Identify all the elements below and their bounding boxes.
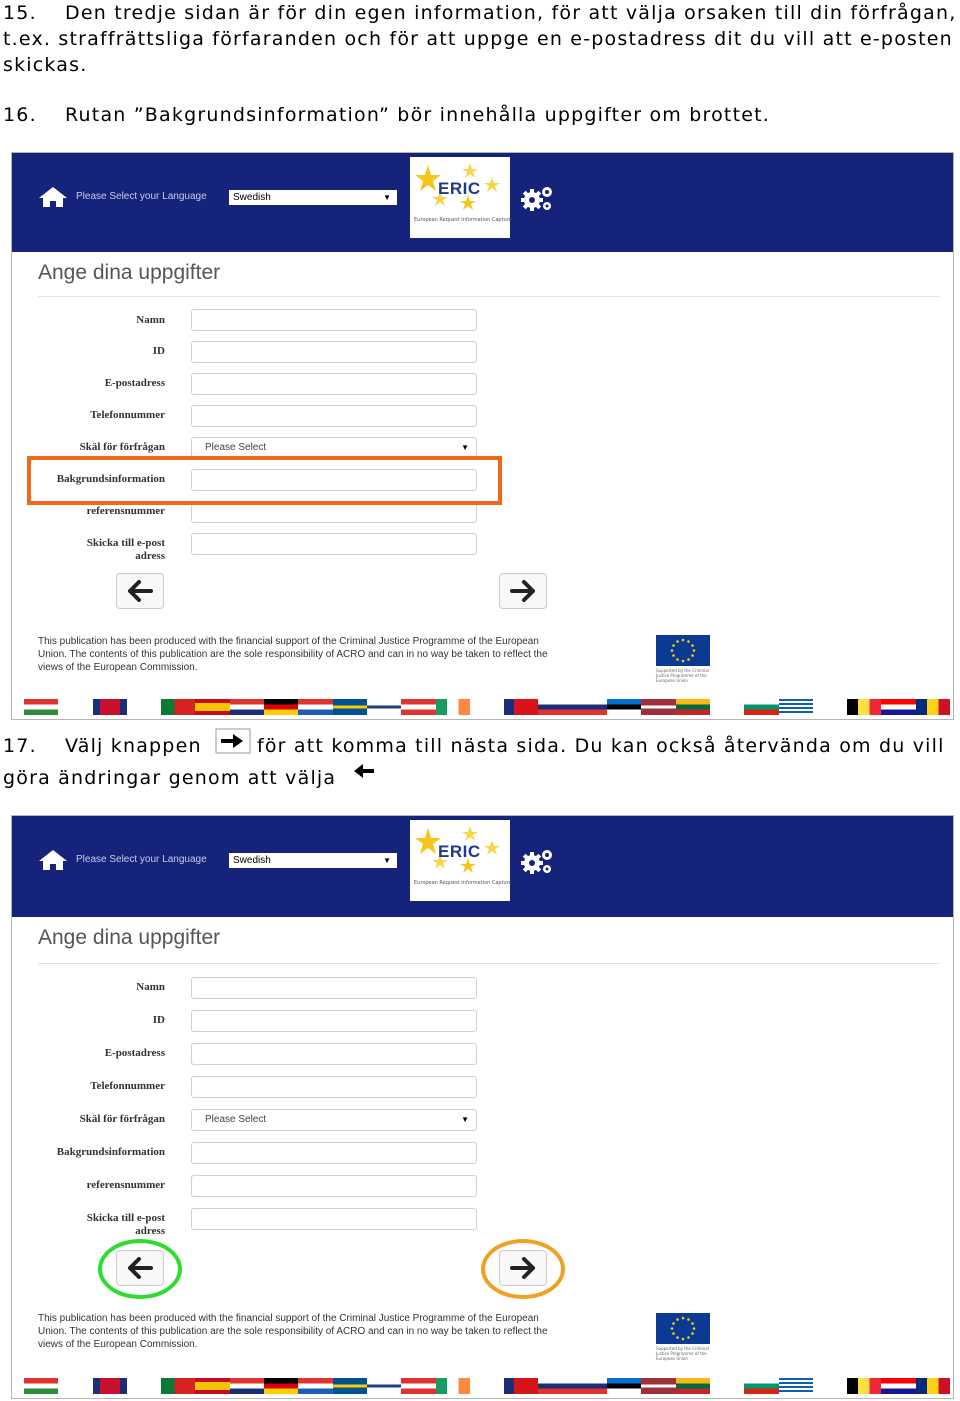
send-to-email-input[interactable] [191,533,477,555]
chevron-down-icon: ▼ [461,443,469,452]
language-value: Swedish [233,192,271,203]
reason-value: Please Select [205,442,267,453]
footer-line: Union. The contents of this publication are the sole responsibility of ACRO and can in no way be taken to reflect the [38,649,548,660]
field-label-phone: Telefonnummer [90,409,165,421]
footer-line: views of the European Commission. [38,1339,198,1350]
field-label-reference: referensnummer [86,1179,165,1191]
field-label-id: ID [152,1014,165,1026]
field-label-background: Bakgrundsinformation [56,1146,165,1158]
reason-value: Please Select [205,1114,267,1125]
eric-screenshot-2 [11,815,954,1399]
gear-icon[interactable] [520,846,556,876]
highlight-background-info [27,456,502,505]
id-input[interactable] [191,341,477,363]
instruction-text: skickas. [3,54,88,76]
field-label-reason: Skäl för förfrågan [79,1113,165,1125]
field-label-name: Namn [136,981,165,993]
eu-caption: Supported by the Criminal Justice Programme of the European Union [656,668,709,683]
divider [38,963,940,964]
email-input[interactable] [191,373,477,395]
footer-line: views of the European Commission. [38,662,198,673]
email-input[interactable] [191,1043,477,1065]
app-banner [12,816,953,917]
language-value: Swedish [233,855,271,866]
label-line: Skicka till e-post [86,1212,165,1224]
name-input[interactable] [191,309,477,331]
field-label-name: Namn [136,314,165,326]
next-arrow-icon [215,728,251,754]
arrow-left-icon [127,580,153,602]
app-banner [12,153,953,252]
label-line: adress [135,1225,165,1237]
eric-screenshot-1 [11,152,954,720]
eu-caption: Supported by the Criminal Justice Programme of the European Union [656,1346,709,1361]
footer-disclaimer [38,635,638,674]
language-select[interactable] [229,190,397,205]
divider [38,296,940,297]
field-label-email: E-postadress [104,1047,165,1059]
logo-text: ERIC [438,842,481,861]
gear-icon[interactable] [520,183,556,213]
reference-number-input[interactable] [191,1175,477,1197]
step-number: 15. [3,2,37,24]
label-line: Skicka till e-post [86,537,165,549]
chevron-down-icon: ▼ [383,856,391,865]
instruction-text: Rutan ”Bakgrundsinformation” bör innehålla uppgifter om brottet. [65,104,770,126]
instruction-16 [3,102,958,128]
field-label-phone: Telefonnummer [90,1080,165,1092]
eric-logo [410,157,510,238]
back-arrow-icon [352,762,378,782]
form-title: Ange dina uppgifter [38,926,221,949]
next-button[interactable] [499,573,547,609]
eu-stars-icon [656,1313,710,1344]
chevron-down-icon: ▼ [461,1115,469,1124]
instruction-text: Välj knappen [65,735,202,757]
field-label-reference: referensnummer [86,505,165,517]
home-icon[interactable] [38,186,68,208]
phone-input[interactable] [191,405,477,427]
send-to-email-input[interactable] [191,1208,477,1230]
chevron-down-icon: ▼ [383,193,391,202]
reason-select[interactable] [191,1109,477,1131]
step-number: 17. [3,735,37,757]
eu-flag-logo [656,1313,710,1344]
highlight-next-button [481,1239,565,1299]
eu-flag-logo [656,635,710,666]
field-label-id: ID [152,345,165,357]
footer-line: This publication has been produced with the financial support of the Criminal Justice Programme of the European [38,636,539,647]
language-select[interactable] [229,853,397,868]
phone-input[interactable] [191,1076,477,1098]
field-label-reason: Skäl för förfrågan [79,441,165,453]
arrow-right-icon [510,580,536,602]
logo-subtitle: European Request Information Capture [414,880,512,886]
eric-logo [410,820,510,901]
field-label-email: E-postadress [104,377,165,389]
field-label-background: Bakgrundsinformation [56,473,165,485]
language-label: Please Select your Language [76,854,207,865]
back-button[interactable] [116,573,164,609]
instruction-text: Den tredje sidan är för din egen information, för att välja orsaken till din förfrågan, [65,2,957,24]
instruction-17 [3,733,958,791]
instruction-15 [3,0,958,78]
id-input[interactable] [191,1010,477,1032]
language-label: Please Select your Language [76,191,207,202]
footer-line: This publication has been produced with the financial support of the Criminal Justice Programme of the European [38,1313,539,1324]
footer-line: Union. The contents of this publication are the sole responsibility of ACRO and can in no way be taken to reflect the [38,1326,548,1337]
form-title: Ange dina uppgifter [38,261,221,284]
instruction-text: göra ändringar genom att välja [3,766,337,789]
logo-text: ERIC [438,179,481,198]
field-label-send-email [87,1212,165,1238]
instruction-text: för att komma till nästa sida. Du kan också återvända om du vill [256,735,945,757]
field-label-send-email [87,537,165,563]
footer-disclaimer [38,1312,638,1351]
highlight-back-button [98,1239,182,1299]
logo-subtitle: European Request Information Capture [414,217,512,223]
step-number: 16. [3,104,37,126]
eu-stars-icon [656,635,710,666]
home-icon[interactable] [38,849,68,871]
background-info-input[interactable] [191,1142,477,1164]
flag-strip [24,1378,950,1394]
instruction-text: t.ex. straffrättsliga förfaranden och för att uppge en e-postadress dit du vill att e-posten [3,28,953,50]
name-input[interactable] [191,977,477,999]
label-line: adress [135,550,165,562]
flag-strip [24,699,950,715]
